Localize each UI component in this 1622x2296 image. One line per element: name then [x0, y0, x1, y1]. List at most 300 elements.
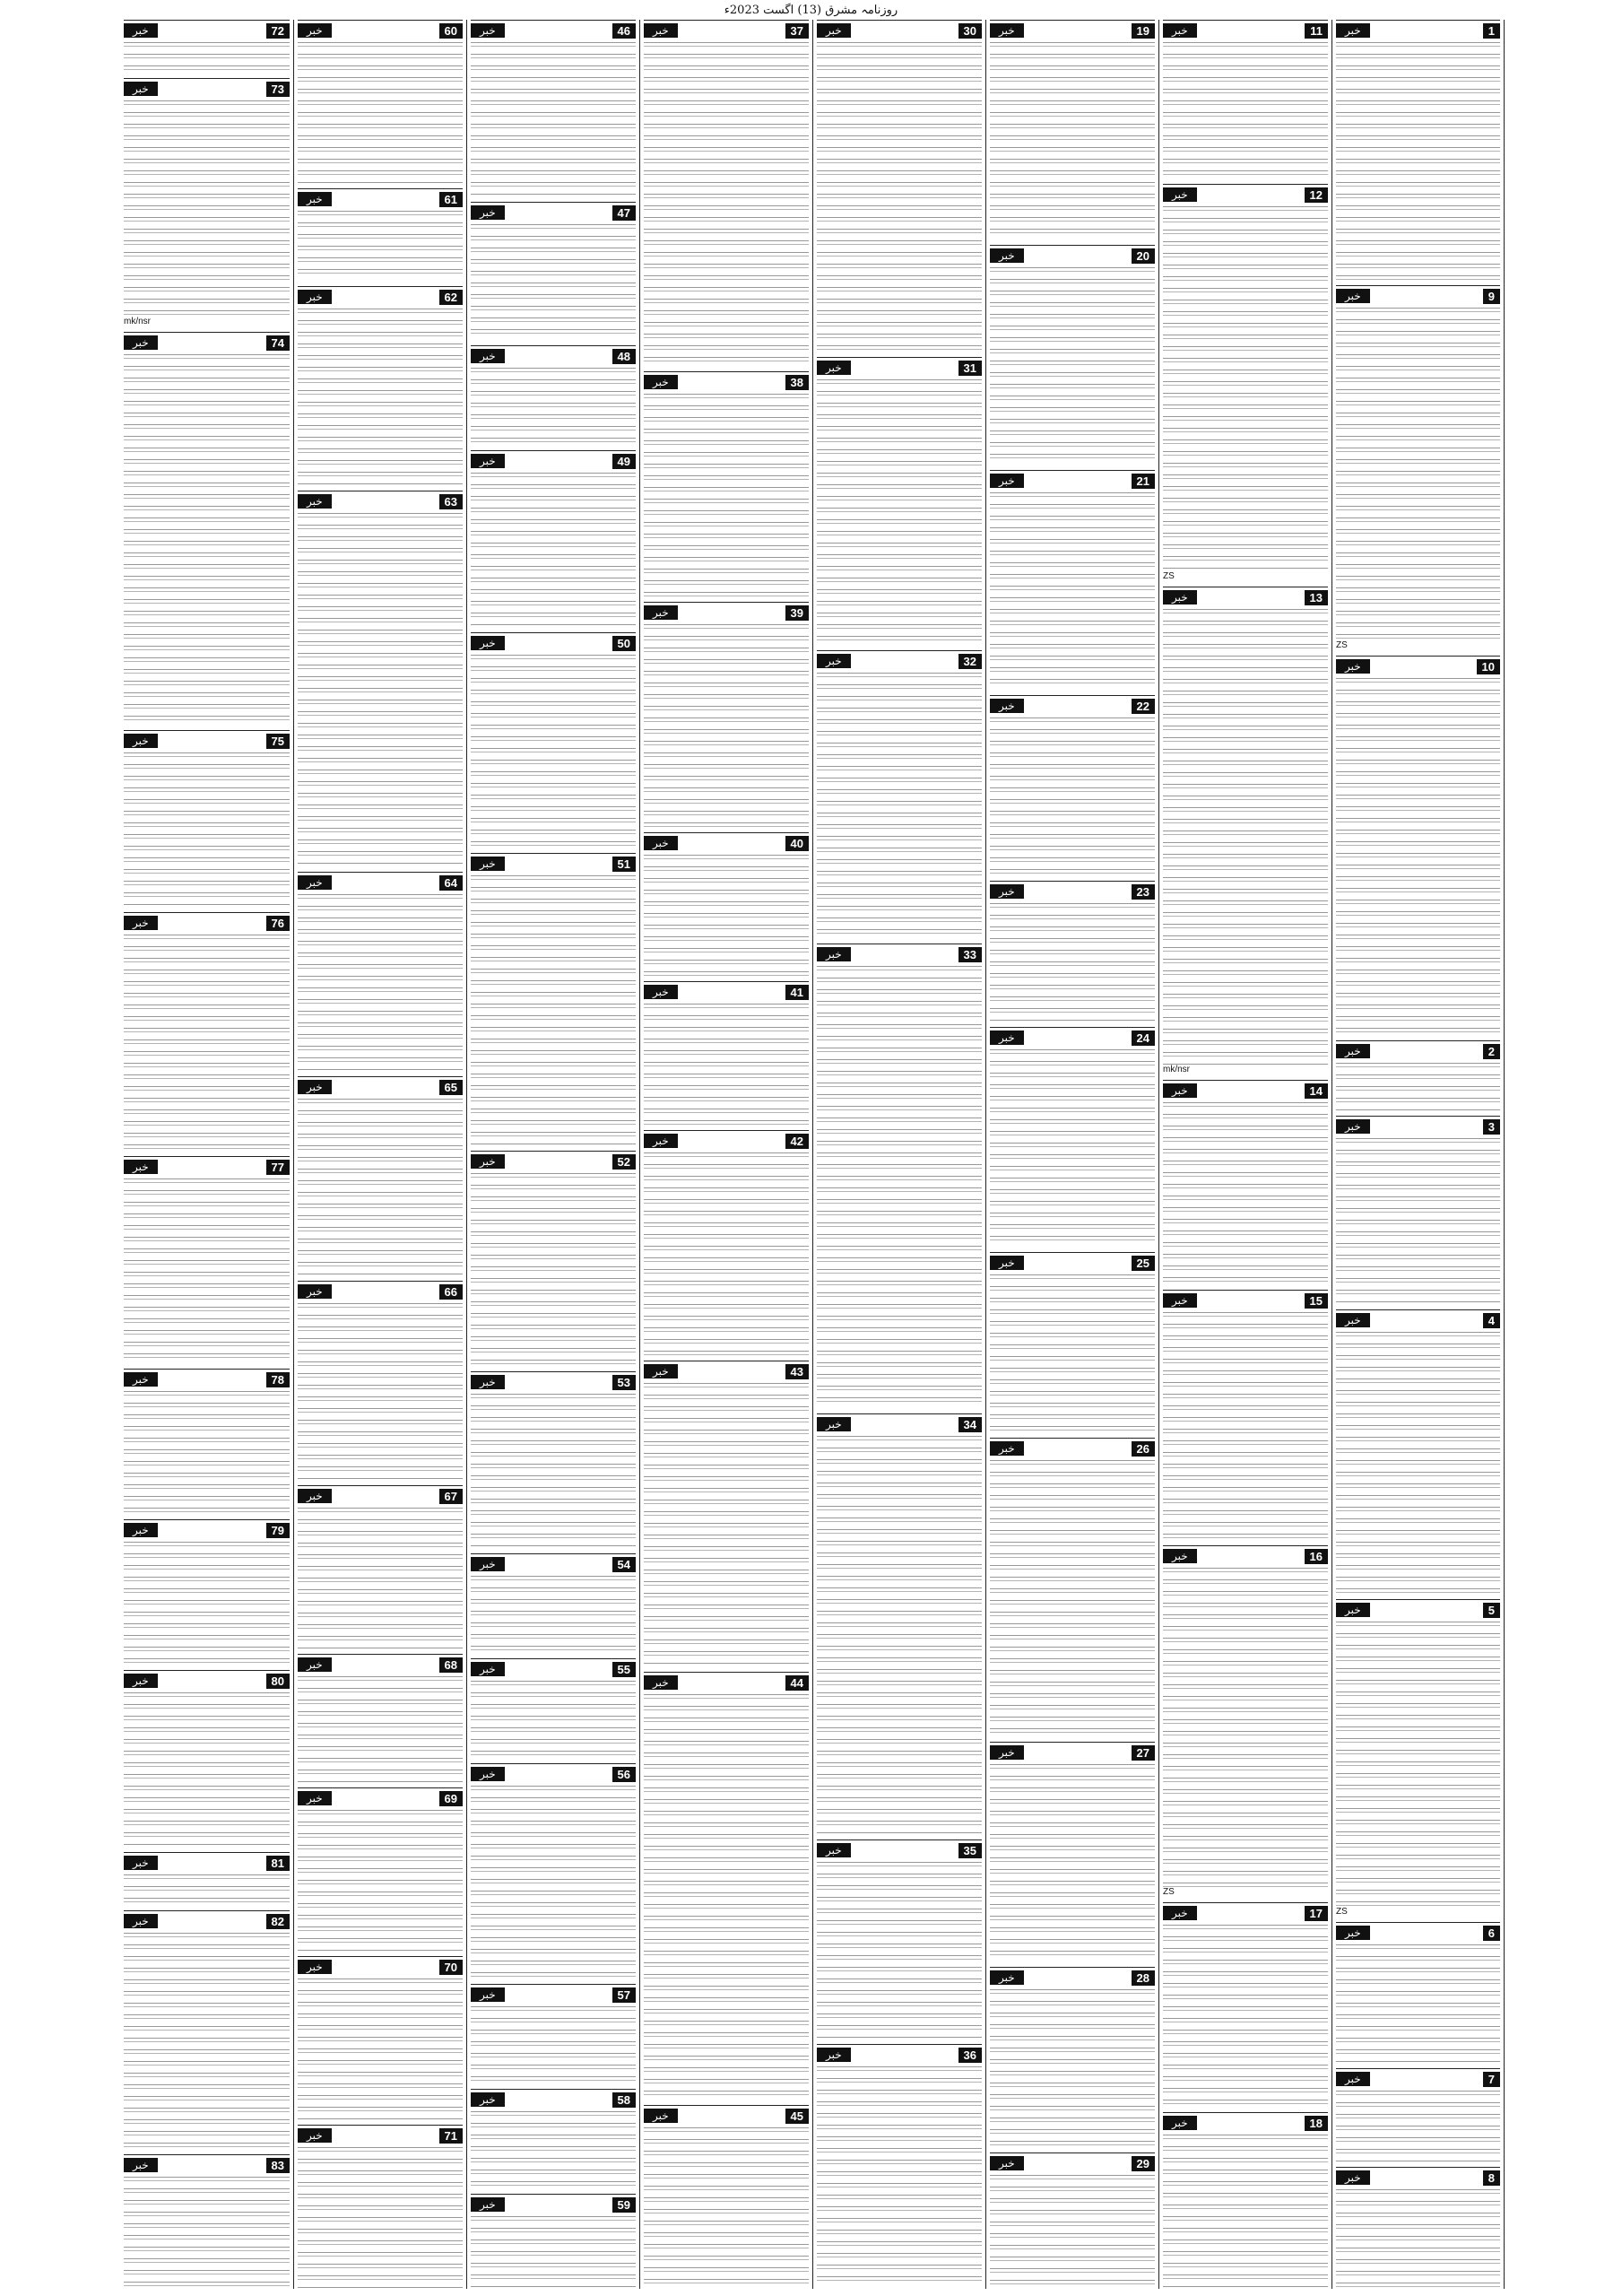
news-item-body	[298, 2147, 463, 2288]
news-item-number: 36	[958, 2048, 982, 2063]
news-item	[990, 20, 1155, 239]
news-item-number: 21	[1132, 474, 1155, 489]
news-item-label: خبر	[817, 947, 851, 961]
news-item-header	[471, 853, 636, 874]
news-item-body	[124, 1692, 290, 1847]
news-item-body	[471, 1786, 636, 1979]
news-item	[471, 632, 636, 848]
news-item-number: 81	[266, 1856, 290, 1871]
news-item-label: خبر	[298, 23, 332, 38]
news-item-label: خبر	[124, 1160, 158, 1174]
news-item-header	[644, 1130, 809, 1151]
news-item-header	[817, 650, 982, 671]
news-item-header	[298, 872, 463, 892]
news-item-number: 24	[1132, 1031, 1155, 1046]
news-item-label: خبر	[298, 1791, 332, 1805]
news-item-header	[124, 1852, 290, 1873]
news-item-header	[471, 2194, 636, 2214]
news-item	[298, 20, 463, 183]
news-item-number: 32	[958, 654, 982, 669]
news-item-body	[644, 855, 809, 976]
news-item-header	[1336, 20, 1500, 40]
news-item-number: 66	[439, 1284, 463, 1300]
news-item	[817, 2044, 982, 2287]
news-item	[990, 1438, 1155, 1736]
news-item-label: خبر	[990, 2156, 1024, 2170]
news-item-number: 28	[1132, 1970, 1155, 1986]
news-item	[471, 450, 636, 627]
news-item-label: خبر	[644, 23, 678, 38]
news-item-body	[1336, 308, 1500, 640]
news-item-header	[990, 1252, 1155, 1273]
news-item-body	[298, 42, 463, 183]
news-item-signature: ZS	[1336, 640, 1348, 650]
news-item-header	[644, 1361, 809, 1381]
news-item-number: 71	[439, 2128, 463, 2144]
news-item-label: خبر	[817, 361, 851, 375]
news-item-number: 5	[1483, 1603, 1500, 1618]
news-item-number: 11	[1305, 23, 1328, 39]
news-item	[1163, 1290, 1328, 1540]
masthead: روزنامہ مشرق (13) اگست 2023ء	[724, 4, 898, 17]
news-item	[298, 1281, 463, 1480]
news-item-header	[1163, 1902, 1328, 1923]
news-item	[817, 357, 982, 645]
news-item-label: خبر	[990, 1441, 1024, 1456]
news-item-header	[124, 912, 290, 933]
news-item-number: 1	[1483, 23, 1500, 39]
news-item-label: خبر	[1336, 1926, 1370, 1940]
news-item-label: خبر	[298, 192, 332, 206]
news-item-number: 57	[612, 1987, 636, 2003]
news-item-number: 65	[439, 1080, 463, 1095]
news-item-label: خبر	[644, 2109, 678, 2123]
news-item-number: 82	[266, 1914, 290, 1929]
news-item-label: خبر	[990, 1031, 1024, 1045]
news-item	[1336, 2167, 1500, 2289]
news-item	[1163, 2112, 1328, 2289]
news-item-label: خبر	[644, 1364, 678, 1378]
news-item	[644, 981, 809, 1125]
news-item-body	[298, 1676, 463, 1782]
news-item-label: خبر	[1336, 1603, 1370, 1617]
news-item-label: خبر	[471, 349, 505, 363]
news-item	[124, 1670, 290, 1847]
news-item-body	[1336, 678, 1500, 1035]
news-item-header	[1163, 20, 1328, 40]
news-item-number: 42	[785, 1134, 809, 1149]
news-item-body	[471, 2216, 636, 2289]
news-item-header	[1336, 1116, 1500, 1136]
news-item-label: خبر	[817, 1417, 851, 1431]
news-item-body	[817, 673, 982, 938]
news-item-body	[817, 1436, 982, 1834]
news-item-header	[124, 332, 290, 352]
news-item-header	[1336, 656, 1500, 676]
news-item-header	[990, 1438, 1155, 1458]
news-item	[471, 1763, 636, 1979]
news-item-label: خبر	[817, 2048, 851, 2062]
news-item	[1336, 285, 1500, 650]
news-item-number: 41	[785, 985, 809, 1000]
news-item-header	[817, 1413, 982, 1434]
news-item-label: خبر	[644, 375, 678, 389]
news-item-header	[1336, 285, 1500, 306]
news-item-header	[298, 1281, 463, 1301]
news-item-label: خبر	[990, 23, 1024, 38]
news-item-number: 59	[612, 2197, 636, 2213]
news-item-body	[471, 2111, 636, 2188]
news-item-number: 16	[1305, 1549, 1328, 1564]
news-item-header	[1336, 1309, 1500, 1330]
news-item	[817, 650, 982, 938]
news-item	[1336, 2068, 1500, 2161]
news-item-body	[644, 1694, 809, 2100]
news-item-label: خبر	[124, 335, 158, 350]
news-item-header	[298, 1956, 463, 1977]
news-item-label: خبر	[124, 1856, 158, 1870]
news-item-number: 45	[785, 2109, 809, 2124]
news-item	[990, 1252, 1155, 1432]
news-item-header	[124, 1369, 290, 1389]
news-item-number: 34	[958, 1417, 982, 1432]
news-item-header	[644, 1672, 809, 1692]
news-item	[124, 1369, 290, 1514]
news-item	[298, 491, 463, 866]
news-item-number: 74	[266, 335, 290, 351]
news-item	[990, 1967, 1155, 2147]
news-item-label: خبر	[1163, 1083, 1197, 1098]
news-item-body	[817, 42, 982, 352]
news-item-number: 63	[439, 494, 463, 509]
news-item-body	[298, 309, 463, 485]
news-item-header	[1163, 587, 1328, 607]
news-item	[471, 20, 636, 196]
news-item-body	[1163, 206, 1328, 571]
news-item	[471, 853, 636, 1145]
news-item-body	[124, 1178, 290, 1363]
news-item-body	[1336, 42, 1500, 280]
news-item-label: خبر	[471, 1767, 505, 1781]
news-item-header	[644, 602, 809, 622]
news-item	[990, 470, 1155, 690]
news-item-body	[471, 224, 636, 340]
news-item-label: خبر	[124, 1372, 158, 1387]
news-item	[298, 286, 463, 485]
news-item-number: 29	[1132, 2156, 1155, 2171]
news-item-number: 77	[266, 1160, 290, 1175]
news-item	[471, 1984, 636, 2083]
news-item	[644, 371, 809, 596]
news-item	[471, 202, 636, 340]
news-item-number: 70	[439, 1960, 463, 1975]
news-item-body	[471, 875, 636, 1145]
news-item-body	[817, 1862, 982, 2039]
news-item	[644, 2105, 809, 2289]
news-item-label: خبر	[644, 605, 678, 620]
news-item	[124, 1156, 290, 1363]
news-item	[298, 2125, 463, 2288]
news-item-number: 62	[439, 290, 463, 305]
news-item-number: 23	[1132, 884, 1155, 900]
news-item-number: 67	[439, 1489, 463, 1504]
news-item-label: خبر	[990, 699, 1024, 713]
news-item-label: خبر	[471, 857, 505, 871]
news-item-label: خبر	[298, 1080, 332, 1094]
news-item-body	[990, 267, 1155, 465]
news-item-header	[471, 202, 636, 222]
news-item-label: خبر	[1336, 1119, 1370, 1134]
news-item-number: 15	[1305, 1293, 1328, 1309]
news-item-number: 40	[785, 836, 809, 851]
news-item-body	[1163, 609, 1328, 1065]
news-item	[124, 78, 290, 326]
news-item-number: 37	[785, 23, 809, 39]
news-item	[1336, 1116, 1500, 1304]
news-item-label: خبر	[471, 1154, 505, 1169]
news-item-number: 75	[266, 734, 290, 749]
news-item-body	[990, 42, 1155, 239]
news-item-number: 52	[612, 1154, 636, 1170]
news-item-label: خبر	[990, 1745, 1024, 1760]
news-item-number: 25	[1132, 1256, 1155, 1271]
news-item-label: خبر	[1336, 2072, 1370, 2086]
news-item	[1163, 1545, 1328, 1897]
news-item	[817, 944, 982, 1408]
news-item	[124, 730, 290, 907]
news-item-header	[298, 1485, 463, 1506]
news-item-header	[124, 1910, 290, 1931]
news-item-header	[298, 286, 463, 307]
news-item-number: 19	[1132, 23, 1155, 39]
news-item-number: 4	[1483, 1313, 1500, 1328]
news-item-body	[298, 1810, 463, 1951]
news-item-header	[990, 881, 1155, 901]
news-item-body	[990, 1989, 1155, 2147]
news-item-label: خبر	[471, 2197, 505, 2212]
news-item-signature: ZS	[1336, 1907, 1348, 1917]
news-item	[644, 602, 809, 827]
news-item	[1336, 1599, 1500, 1917]
news-item	[298, 1654, 463, 1782]
news-item-body	[644, 2127, 809, 2289]
news-item-label: خبر	[1336, 659, 1370, 674]
news-item-body	[1163, 1568, 1328, 1887]
news-item	[644, 1130, 809, 1355]
news-item	[471, 1371, 636, 1548]
news-item-header	[471, 1763, 636, 1784]
news-item-label: خبر	[1163, 1293, 1197, 1308]
news-item-body	[817, 379, 982, 645]
news-item-label: خبر	[298, 875, 332, 890]
news-item-header	[124, 2154, 290, 2175]
news-item-body	[817, 966, 982, 1408]
news-item-number: 83	[266, 2158, 290, 2173]
news-item-body	[298, 1099, 463, 1275]
news-item-number: 56	[612, 1767, 636, 1782]
news-item-body	[298, 211, 463, 281]
news-item-body	[1336, 1944, 1500, 2063]
news-item	[124, 2154, 290, 2289]
news-item-number: 79	[266, 1523, 290, 1538]
news-item-header	[644, 371, 809, 392]
news-item-header	[644, 20, 809, 40]
news-item-number: 18	[1305, 2116, 1328, 2131]
news-item-body	[471, 1173, 636, 1366]
news-item-label: خبر	[1336, 23, 1370, 38]
news-item	[298, 872, 463, 1071]
news-item	[471, 1151, 636, 1366]
news-item-body	[124, 1542, 290, 1665]
news-item-number: 30	[958, 23, 982, 39]
news-item-body	[471, 1681, 636, 1758]
news-item-signature: ZS	[1163, 571, 1175, 581]
news-item-body	[471, 42, 636, 196]
news-item-body	[298, 513, 463, 866]
news-item-number: 50	[612, 636, 636, 651]
news-item-body	[990, 1764, 1155, 1961]
news-item-header	[990, 20, 1155, 40]
news-item-number: 6	[1483, 1926, 1500, 1941]
news-item-header	[471, 20, 636, 40]
news-item-body	[817, 2066, 982, 2287]
news-column	[1158, 20, 1331, 2289]
news-item-label: خبر	[471, 205, 505, 220]
news-item	[990, 695, 1155, 875]
news-item-body	[471, 655, 636, 848]
news-item-body	[124, 752, 290, 907]
news-item-header	[817, 944, 982, 964]
news-item-header	[298, 20, 463, 40]
news-item	[644, 20, 809, 366]
news-item-label: خبر	[471, 1987, 505, 2002]
news-item-body	[471, 1576, 636, 1653]
news-item	[990, 1027, 1155, 1247]
news-item-header	[471, 1371, 636, 1392]
news-item-number: 51	[612, 857, 636, 872]
news-item-label: خبر	[124, 23, 158, 38]
news-item-body	[124, 354, 290, 725]
news-item-label: خبر	[124, 1674, 158, 1688]
news-item-label: خبر	[124, 82, 158, 96]
news-item-number: 46	[612, 23, 636, 39]
news-item-header	[1336, 1040, 1500, 1061]
news-item-header	[1163, 184, 1328, 204]
news-item-number: 54	[612, 1557, 636, 1572]
news-item	[1163, 587, 1328, 1074]
news-item-header	[471, 450, 636, 471]
news-item	[471, 2089, 636, 2188]
news-item-number: 2	[1483, 1044, 1500, 1059]
news-item-header	[644, 2105, 809, 2126]
news-item-label: خبر	[298, 1489, 332, 1503]
news-item-label: خبر	[1336, 1044, 1370, 1058]
news-item-body	[990, 718, 1155, 875]
news-item-signature: mk/nsr	[1163, 1065, 1190, 1074]
news-item-body	[298, 894, 463, 1071]
news-item-body	[644, 394, 809, 596]
news-item-header	[990, 695, 1155, 716]
news-item	[124, 912, 290, 1151]
news-item-body	[471, 368, 636, 445]
news-item-number: 27	[1132, 1745, 1155, 1761]
news-item-label: خبر	[298, 1960, 332, 1974]
news-item-header	[990, 1967, 1155, 1987]
news-item-number: 47	[612, 205, 636, 221]
news-item	[124, 20, 290, 73]
news-item-header	[124, 1156, 290, 1177]
news-item-number: 13	[1305, 590, 1328, 605]
news-item-header	[298, 1654, 463, 1674]
news-item-body	[990, 1049, 1155, 1247]
news-item-label: خبر	[298, 1657, 332, 1672]
news-item	[817, 20, 982, 352]
news-item-header	[644, 981, 809, 1002]
news-item	[644, 1672, 809, 2100]
newspaper-page	[115, 20, 1505, 2289]
news-item-body	[1336, 2189, 1500, 2289]
news-item-header	[990, 1742, 1155, 1762]
news-item-body	[298, 1303, 463, 1480]
news-item-body	[471, 2006, 636, 2083]
news-item	[1336, 656, 1500, 1035]
news-item-label: خبر	[124, 2158, 158, 2172]
news-item-body	[124, 935, 290, 1151]
news-item-number: 49	[612, 454, 636, 469]
news-item-body	[1163, 42, 1328, 178]
news-item-number: 33	[958, 947, 982, 962]
news-item-signature: mk/nsr	[124, 317, 151, 326]
news-item-label: خبر	[298, 1284, 332, 1299]
news-item-body	[471, 473, 636, 627]
news-item-number: 14	[1305, 1083, 1328, 1099]
news-item	[1163, 184, 1328, 581]
news-item-body	[644, 624, 809, 827]
news-item-body	[124, 42, 290, 73]
news-item-header	[471, 345, 636, 366]
news-item-header	[990, 470, 1155, 491]
news-item-header	[471, 1553, 636, 1574]
news-item-header	[471, 1658, 636, 1679]
news-item-header	[1163, 1290, 1328, 1310]
news-item-number: 78	[266, 1372, 290, 1387]
news-item-number: 38	[785, 375, 809, 390]
news-item-label: خبر	[471, 454, 505, 468]
news-item-number: 43	[785, 1364, 809, 1379]
news-column	[466, 20, 639, 2289]
news-item-body	[990, 492, 1155, 690]
news-item-header	[471, 632, 636, 653]
news-item-body	[298, 1979, 463, 2119]
news-item-header	[1336, 2167, 1500, 2187]
news-item	[298, 1485, 463, 1648]
news-item	[1336, 1309, 1500, 1594]
news-item-label: خبر	[1336, 2170, 1370, 2185]
news-item	[644, 832, 809, 976]
news-item	[471, 1658, 636, 1758]
news-item-header	[124, 1670, 290, 1691]
news-item-header	[124, 20, 290, 40]
news-item-number: 35	[958, 1843, 982, 1858]
news-item-label: خبر	[298, 2128, 332, 2143]
news-item	[298, 1076, 463, 1275]
news-item-number: 55	[612, 1662, 636, 1677]
news-item-label: خبر	[1163, 2116, 1197, 2130]
news-item-header	[298, 1787, 463, 1808]
news-item-number: 53	[612, 1375, 636, 1390]
news-item-label: خبر	[471, 23, 505, 38]
news-column	[293, 20, 466, 2289]
